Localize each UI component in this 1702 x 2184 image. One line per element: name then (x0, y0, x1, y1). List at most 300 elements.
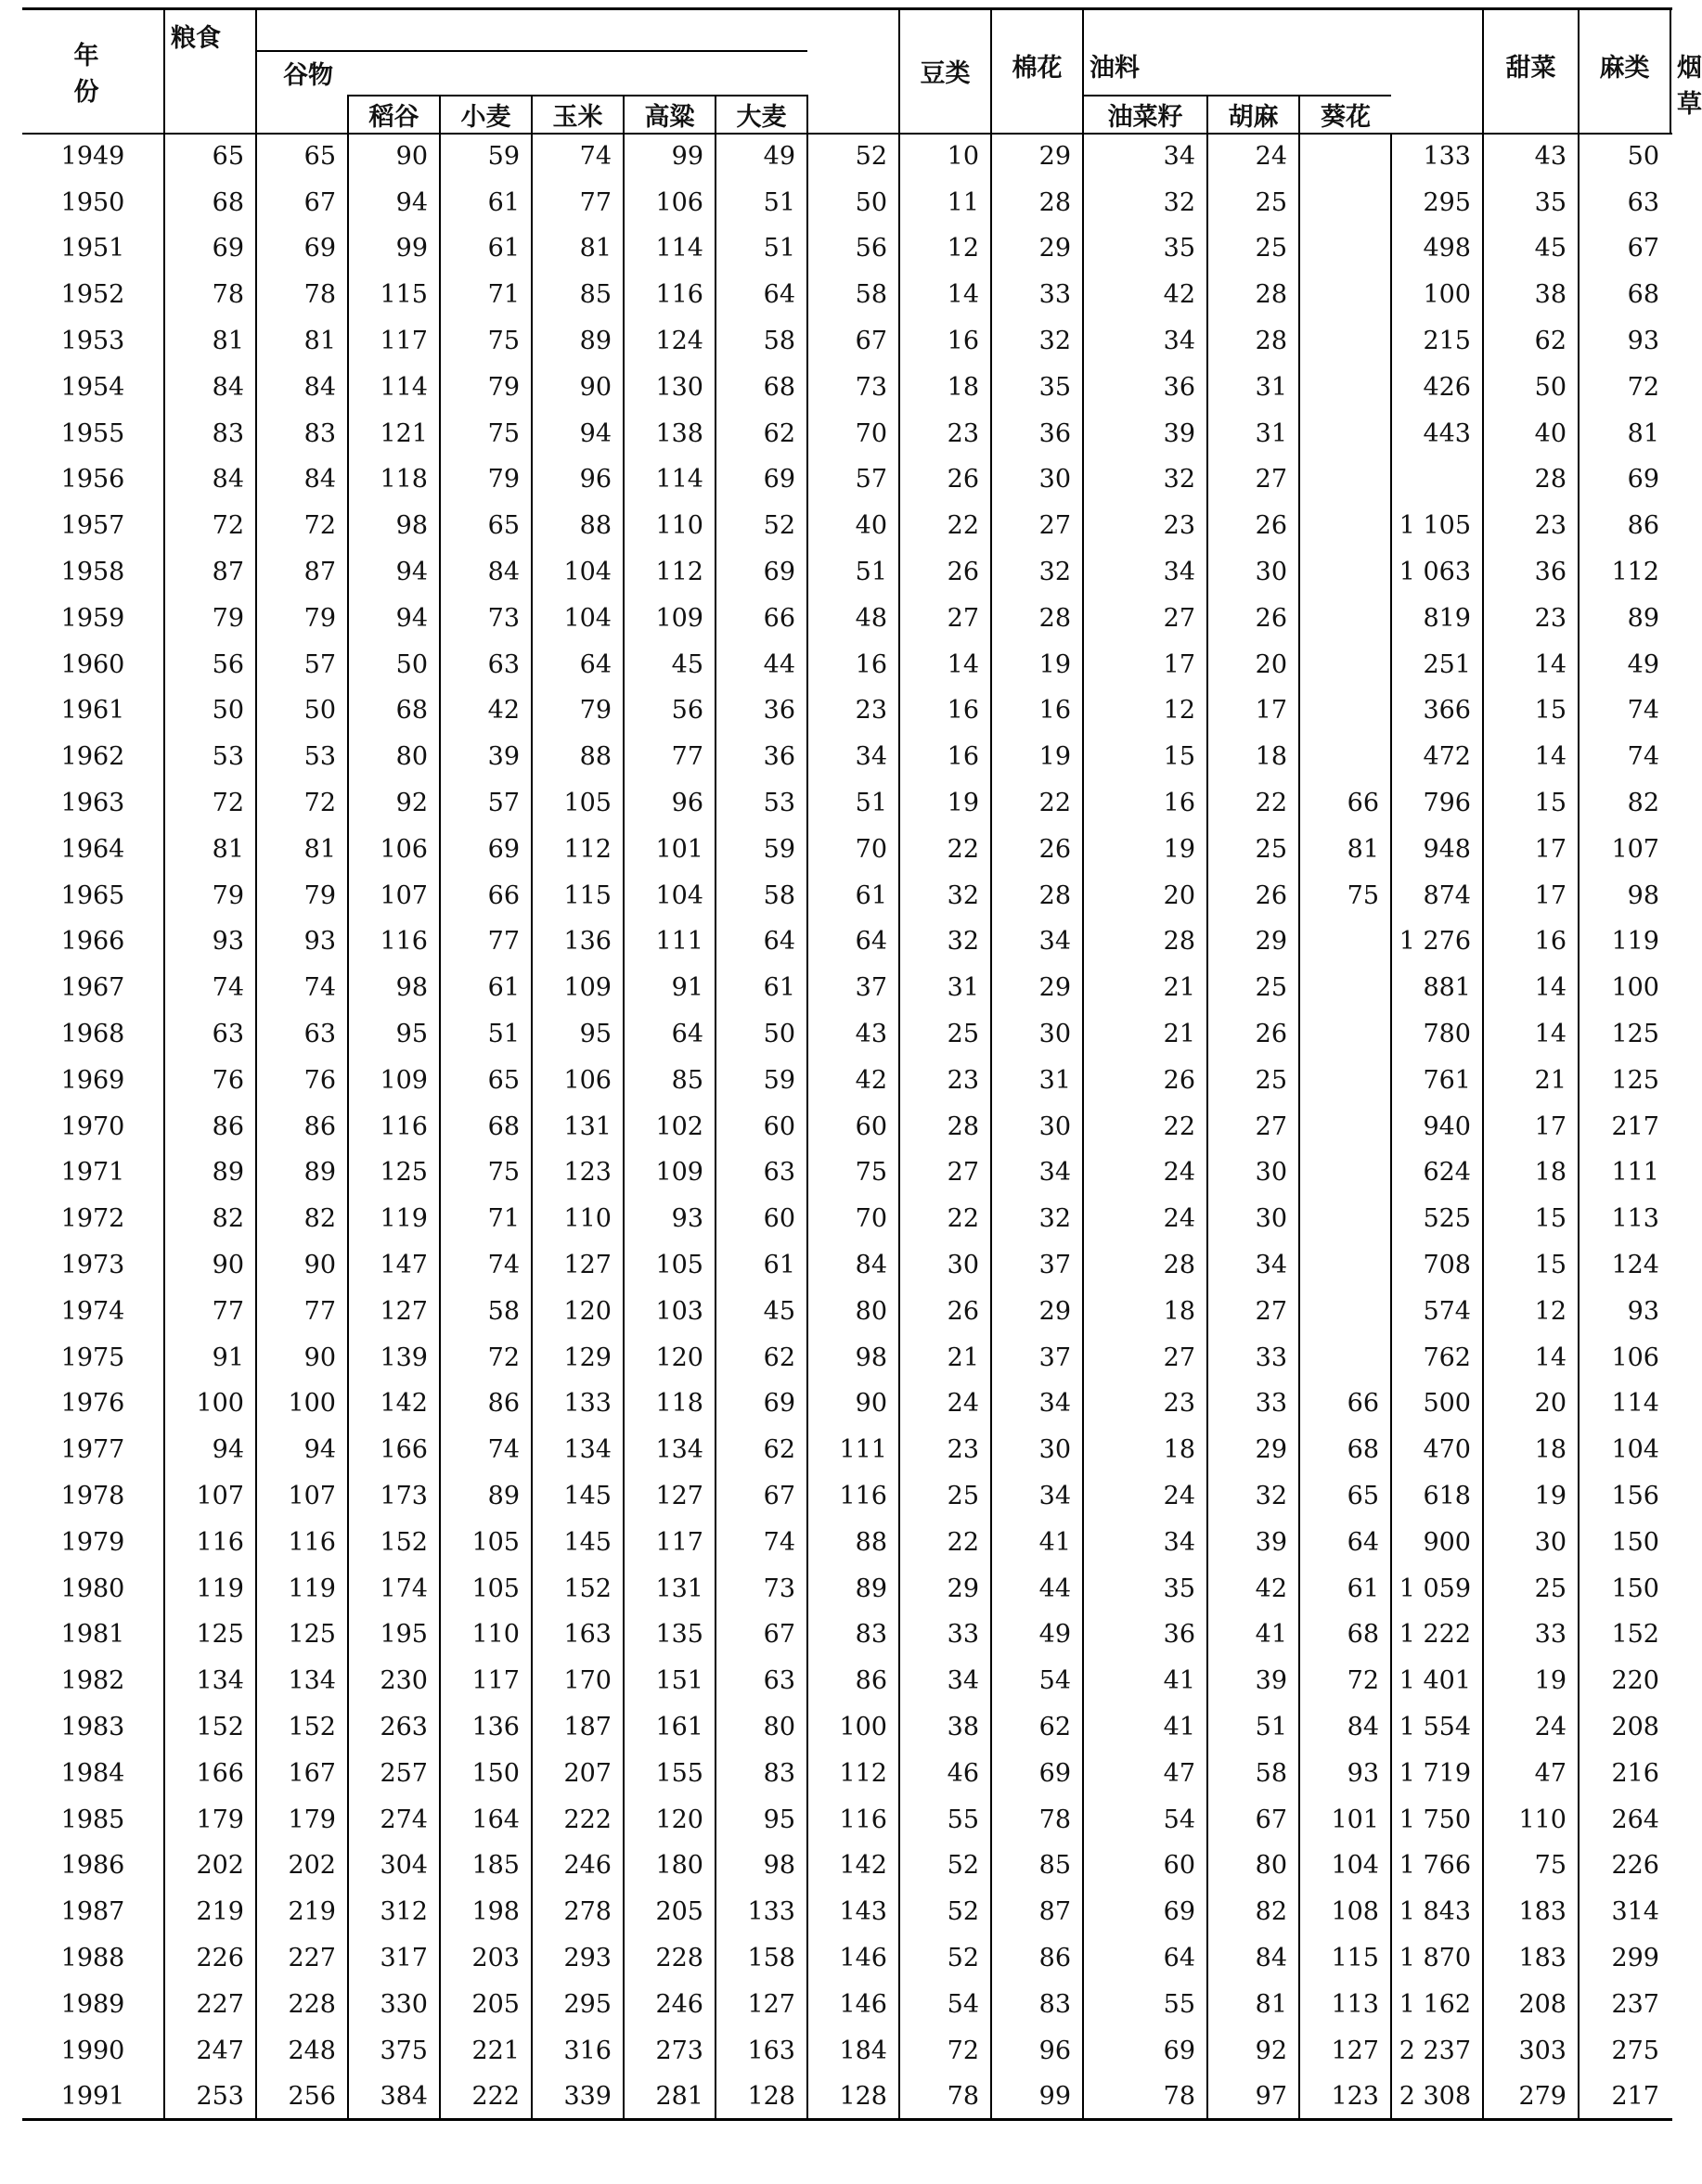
value-cell: 30 (991, 1427, 1083, 1473)
value-cell: 70 (807, 826, 899, 872)
value-cell: 25 (1207, 179, 1299, 225)
value-cell: 81 (164, 318, 256, 365)
value-cell: 114 (348, 364, 440, 410)
value-cell: 34 (899, 1658, 991, 1704)
value-cell: 98 (1579, 872, 1670, 919)
value-cell: 84 (256, 364, 348, 410)
value-cell: 82 (164, 1196, 256, 1242)
value-cell: 72 (164, 780, 256, 827)
value-cell: 77 (164, 1288, 256, 1334)
value-cell (1299, 364, 1391, 410)
year-cell: 1960 (60, 649, 125, 679)
value-cell: 33 (899, 1612, 991, 1658)
value-cell: 316 (532, 2027, 624, 2074)
value-cell: 228 (624, 1935, 716, 1982)
year-cell: 1988 (60, 1943, 125, 1972)
value-cell: 74 (532, 134, 624, 180)
value-cell: 30 (1483, 1519, 1579, 1565)
value-cell: 14 (899, 272, 991, 318)
value-cell: 36 (1483, 549, 1579, 596)
value-cell: 762 (1391, 1334, 1483, 1381)
year-cell: 1955 (60, 418, 125, 448)
value-cell: 19 (899, 780, 991, 827)
value-cell: 216 (1579, 1750, 1670, 1796)
value-cell: 68 (1299, 1612, 1391, 1658)
value-cell: 21 (1483, 1057, 1579, 1103)
value-cell: 78 (899, 2074, 991, 2120)
value-cell: 67 (1207, 1796, 1299, 1843)
value-cell: 16 (899, 318, 991, 365)
value-cell: 32 (899, 919, 991, 965)
value-cell: 26 (899, 549, 991, 596)
table-row (22, 1612, 1672, 1658)
value-cell: 25 (1207, 826, 1299, 872)
value-cell: 50 (164, 687, 256, 734)
value-cell: 17 (1483, 872, 1579, 919)
value-cell: 900 (1391, 1519, 1483, 1565)
year-cell: 1949 (60, 142, 125, 172)
value-cell: 127 (532, 1242, 624, 1289)
value-cell: 314 (1579, 1889, 1670, 1935)
value-cell: 295 (532, 1981, 624, 2027)
value-cell: 1 554 (1391, 1704, 1483, 1751)
value-cell: 498 (1391, 225, 1483, 272)
year-cell: 1987 (60, 1897, 125, 1927)
year-cell: 1951 (60, 234, 125, 263)
value-cell: 96 (991, 2027, 1083, 2074)
year-cell: 1956 (60, 465, 125, 495)
value-cell: 37 (807, 965, 899, 1011)
value-cell: 25 (1207, 965, 1299, 1011)
value-cell: 47 (1083, 1750, 1207, 1796)
value-cell: 23 (899, 1057, 991, 1103)
value-cell: 116 (348, 919, 440, 965)
value-cell: 61 (807, 872, 899, 919)
value-cell: 574 (1391, 1288, 1483, 1334)
value-cell: 133 (1391, 134, 1483, 180)
value-cell: 66 (716, 595, 807, 641)
value-cell: 26 (991, 826, 1083, 872)
value-cell: 53 (716, 780, 807, 827)
value-cell: 248 (256, 2027, 348, 2074)
value-cell: 29 (1207, 919, 1299, 965)
value-cell: 32 (991, 1196, 1083, 1242)
value-cell: 195 (348, 1612, 440, 1658)
value-cell: 39 (1207, 1658, 1299, 1704)
year-cell: 1957 (60, 511, 125, 541)
value-cell: 90 (256, 1334, 348, 1381)
value-cell: 63 (716, 1150, 807, 1196)
value-cell: 127 (624, 1473, 716, 1520)
table-row (22, 1150, 1672, 1196)
value-cell: 81 (256, 318, 348, 365)
value-cell: 24 (1083, 1473, 1207, 1520)
value-cell: 72 (1579, 364, 1670, 410)
value-cell: 128 (807, 2074, 899, 2120)
year-cell: 1965 (60, 880, 125, 910)
value-cell: 107 (256, 1473, 348, 1520)
value-cell: 94 (348, 595, 440, 641)
value-cell: 215 (1391, 318, 1483, 365)
value-cell: 97 (1207, 2074, 1299, 2120)
value-cell: 90 (256, 1242, 348, 1289)
value-cell: 24 (1083, 1150, 1207, 1196)
value-cell: 50 (807, 179, 899, 225)
value-cell: 51 (716, 179, 807, 225)
value-cell: 64 (716, 272, 807, 318)
value-cell: 75 (807, 1150, 899, 1196)
year-cell: 1961 (60, 696, 125, 726)
value-cell: 19 (1483, 1473, 1579, 1520)
value-cell: 29 (991, 225, 1083, 272)
value-cell: 93 (624, 1196, 716, 1242)
value-cell: 27 (1207, 1288, 1299, 1334)
header-oil: 油料 (1083, 9, 1483, 96)
value-cell: 317 (348, 1935, 440, 1982)
year-cell: 1983 (60, 1712, 125, 1741)
value-cell: 24 (1207, 134, 1299, 180)
value-cell: 69 (1083, 2027, 1207, 2074)
value-cell: 31 (899, 965, 991, 1011)
value-cell: 104 (532, 595, 624, 641)
value-cell: 55 (899, 1796, 991, 1843)
value-cell: 65 (256, 134, 348, 180)
value-cell: 25 (899, 1011, 991, 1058)
value-cell: 85 (624, 1057, 716, 1103)
value-cell: 299 (1579, 1935, 1670, 1982)
value-cell: 65 (1299, 1473, 1391, 1520)
value-cell: 34 (991, 919, 1083, 965)
value-cell: 86 (164, 1103, 256, 1150)
value-cell: 109 (624, 1150, 716, 1196)
value-cell: 87 (991, 1889, 1083, 1935)
value-cell: 131 (624, 1565, 716, 1612)
value-cell: 46 (899, 1750, 991, 1796)
table-row (22, 1473, 1672, 1520)
value-cell: 69 (440, 826, 532, 872)
value-cell: 30 (1207, 549, 1299, 596)
value-cell: 63 (256, 1011, 348, 1058)
value-cell: 77 (624, 734, 716, 780)
value-cell: 61 (1299, 1565, 1391, 1612)
value-cell: 174 (348, 1565, 440, 1612)
value-cell: 119 (348, 1196, 440, 1242)
value-cell: 108 (1299, 1889, 1391, 1935)
value-cell: 84 (440, 549, 532, 596)
value-cell: 28 (899, 1103, 991, 1150)
value-cell: 10 (899, 134, 991, 180)
value-cell: 100 (1391, 272, 1483, 318)
value-cell: 23 (899, 1427, 991, 1473)
value-cell: 23 (807, 687, 899, 734)
table-row (22, 2074, 1672, 2120)
value-cell: 61 (440, 225, 532, 272)
value-cell: 94 (164, 1427, 256, 1473)
value-cell: 228 (256, 1981, 348, 2027)
value-cell: 125 (348, 1150, 440, 1196)
value-cell: 41 (1083, 1658, 1207, 1704)
value-cell: 67 (716, 1612, 807, 1658)
value-cell: 73 (807, 364, 899, 410)
value-cell (1299, 1150, 1391, 1196)
value-cell (1299, 503, 1391, 549)
value-cell: 25 (1207, 225, 1299, 272)
value-cell: 14 (1483, 965, 1579, 1011)
value-cell: 105 (440, 1565, 532, 1612)
value-cell: 105 (532, 780, 624, 827)
value-cell: 63 (164, 1011, 256, 1058)
value-cell: 18 (1083, 1427, 1207, 1473)
value-cell: 115 (348, 272, 440, 318)
year-cell: 1950 (60, 187, 125, 217)
value-cell: 59 (716, 1057, 807, 1103)
year-cell: 1962 (60, 742, 125, 772)
value-cell: 65 (440, 1057, 532, 1103)
year-cell: 1969 (60, 1065, 125, 1095)
value-cell: 222 (532, 1796, 624, 1843)
table-header (22, 9, 1702, 134)
value-cell: 57 (256, 641, 348, 687)
value-cell: 66 (1299, 1381, 1391, 1427)
value-cell: 51 (440, 1011, 532, 1058)
value-cell: 179 (164, 1796, 256, 1843)
value-cell: 94 (348, 549, 440, 596)
table-row (22, 1288, 1672, 1334)
value-cell: 27 (1083, 1334, 1207, 1381)
value-cell: 28 (991, 872, 1083, 919)
value-cell: 184 (807, 2027, 899, 2074)
value-cell: 53 (164, 734, 256, 780)
value-cell: 339 (532, 2074, 624, 2120)
value-cell: 38 (1483, 272, 1579, 318)
value-cell: 111 (1579, 1150, 1670, 1196)
value-cell: 45 (716, 1288, 807, 1334)
value-cell: 28 (1083, 1242, 1207, 1289)
value-cell: 1 843 (1391, 1889, 1483, 1935)
value-cell (1299, 549, 1391, 596)
value-cell (1299, 641, 1391, 687)
value-cell: 125 (256, 1612, 348, 1658)
value-cell: 32 (991, 318, 1083, 365)
value-cell: 34 (1207, 1242, 1299, 1289)
table-row (22, 410, 1672, 456)
value-cell: 79 (440, 456, 532, 503)
value-cell: 33 (1207, 1334, 1299, 1381)
value-cell: 63 (716, 1658, 807, 1704)
value-cell: 67 (807, 318, 899, 365)
value-cell: 251 (1391, 641, 1483, 687)
value-cell: 74 (1579, 687, 1670, 734)
value-cell: 89 (164, 1150, 256, 1196)
value-cell: 89 (807, 1565, 899, 1612)
value-cell: 22 (1207, 780, 1299, 827)
value-cell: 205 (440, 1981, 532, 2027)
value-cell: 113 (1299, 1981, 1391, 2027)
value-cell: 43 (807, 1011, 899, 1058)
year-cell: 1984 (60, 1758, 125, 1788)
value-cell: 35 (1083, 225, 1207, 272)
year-cell: 1963 (60, 789, 125, 818)
value-cell: 881 (1391, 965, 1483, 1011)
table-row (22, 734, 1672, 780)
value-cell: 49 (1579, 641, 1670, 687)
value-cell: 54 (1083, 1796, 1207, 1843)
value-cell: 99 (624, 134, 716, 180)
value-cell: 37 (991, 1334, 1083, 1381)
value-cell: 119 (164, 1565, 256, 1612)
value-cell: 40 (1483, 410, 1579, 456)
value-cell: 112 (532, 826, 624, 872)
value-cell: 708 (1391, 1242, 1483, 1289)
value-cell: 59 (440, 134, 532, 180)
value-cell: 80 (807, 1288, 899, 1334)
value-cell: 16 (899, 734, 991, 780)
value-cell: 62 (991, 1704, 1083, 1751)
value-cell: 84 (164, 364, 256, 410)
value-cell: 470 (1391, 1427, 1483, 1473)
value-cell: 110 (624, 503, 716, 549)
value-cell: 69 (716, 1381, 807, 1427)
value-cell: 36 (1083, 364, 1207, 410)
table-row (22, 872, 1672, 919)
value-cell: 117 (440, 1658, 532, 1704)
value-cell: 185 (440, 1843, 532, 1889)
value-cell: 80 (348, 734, 440, 780)
table-row (22, 456, 1672, 503)
value-cell: 74 (164, 965, 256, 1011)
value-cell: 114 (624, 225, 716, 272)
value-cell: 42 (1207, 1565, 1299, 1612)
value-cell: 1 059 (1391, 1565, 1483, 1612)
value-cell: 20 (1083, 872, 1207, 919)
value-cell: 26 (1083, 1057, 1207, 1103)
value-cell: 34 (1083, 1519, 1207, 1565)
value-cell: 71 (440, 272, 532, 318)
value-cell: 88 (532, 503, 624, 549)
value-cell: 222 (440, 2074, 532, 2120)
value-cell: 124 (1579, 1242, 1670, 1289)
value-cell: 81 (164, 826, 256, 872)
value-cell: 18 (899, 364, 991, 410)
value-cell: 78 (1083, 2074, 1207, 2120)
value-cell: 150 (440, 1750, 532, 1796)
value-cell: 219 (164, 1889, 256, 1935)
value-cell (1299, 1288, 1391, 1334)
value-cell: 281 (624, 2074, 716, 2120)
table-row (22, 318, 1672, 365)
value-cell: 1 222 (1391, 1612, 1483, 1658)
value-cell: 227 (164, 1981, 256, 2027)
value-cell: 86 (440, 1381, 532, 1427)
value-cell (1299, 1196, 1391, 1242)
value-cell: 24 (899, 1381, 991, 1427)
value-cell: 129 (532, 1334, 624, 1381)
value-cell: 14 (1483, 641, 1579, 687)
value-cell: 36 (716, 734, 807, 780)
table-row (22, 1750, 1672, 1796)
value-cell: 92 (348, 780, 440, 827)
value-cell: 64 (1299, 1519, 1391, 1565)
value-cell: 26 (1207, 872, 1299, 919)
value-cell: 143 (807, 1889, 899, 1935)
table-row (22, 1057, 1672, 1103)
value-cell: 112 (1579, 549, 1670, 596)
value-cell: 86 (1579, 503, 1670, 549)
value-cell: 52 (807, 134, 899, 180)
value-cell: 120 (532, 1288, 624, 1334)
year-cell: 1985 (60, 1805, 125, 1834)
value-cell: 34 (1083, 318, 1207, 365)
year-cell: 1975 (60, 1343, 125, 1372)
header-rice: 稻谷 (348, 96, 440, 134)
value-cell: 19 (1483, 1658, 1579, 1704)
value-cell: 136 (532, 919, 624, 965)
value-cell: 86 (991, 1935, 1083, 1982)
header-cereal: 谷物 (256, 51, 807, 96)
year-cell: 1989 (60, 1989, 125, 2019)
year-cell: 1953 (60, 327, 125, 356)
value-cell: 68 (716, 364, 807, 410)
value-cell: 67 (1579, 225, 1670, 272)
value-cell: 22 (1083, 1103, 1207, 1150)
value-cell: 22 (899, 1196, 991, 1242)
year-cell: 1958 (60, 558, 125, 587)
value-cell: 116 (164, 1519, 256, 1565)
value-cell: 152 (532, 1565, 624, 1612)
value-cell: 84 (1207, 1935, 1299, 1982)
header-tobacco: 烟草 (1670, 9, 1672, 134)
value-cell: 179 (256, 1796, 348, 1843)
value-cell: 90 (532, 364, 624, 410)
value-cell: 24 (1483, 1704, 1579, 1751)
value-cell: 56 (164, 641, 256, 687)
value-cell: 100 (807, 1704, 899, 1751)
year-cell: 1973 (60, 1251, 125, 1280)
value-cell: 30 (1207, 1196, 1299, 1242)
value-cell: 12 (1083, 687, 1207, 734)
value-cell: 21 (899, 1334, 991, 1381)
value-cell: 104 (1579, 1427, 1670, 1473)
value-cell: 24 (1083, 1196, 1207, 1242)
value-cell: 55 (1083, 1981, 1207, 2027)
year-cell: 1968 (60, 1020, 125, 1049)
value-cell: 75 (1299, 872, 1391, 919)
value-cell: 45 (1483, 225, 1579, 272)
value-cell: 21 (1083, 965, 1207, 1011)
value-cell: 74 (440, 1242, 532, 1289)
value-cell: 119 (256, 1565, 348, 1612)
value-cell: 30 (899, 1242, 991, 1289)
value-cell: 90 (164, 1242, 256, 1289)
value-cell: 74 (440, 1427, 532, 1473)
value-cell: 183 (1483, 1935, 1579, 1982)
value-cell: 152 (348, 1519, 440, 1565)
value-cell: 30 (1207, 1150, 1299, 1196)
value-cell: 28 (991, 179, 1083, 225)
value-cell: 27 (1083, 595, 1207, 641)
value-cell: 50 (716, 1011, 807, 1058)
header-wheat: 小麦 (440, 96, 532, 134)
value-cell: 89 (532, 318, 624, 365)
value-cell: 84 (807, 1242, 899, 1289)
value-cell: 138 (624, 410, 716, 456)
value-cell: 62 (716, 1334, 807, 1381)
year-cell: 1977 (60, 1435, 125, 1465)
value-cell: 75 (1483, 1843, 1579, 1889)
value-cell: 50 (1483, 364, 1579, 410)
value-cell: 112 (624, 549, 716, 596)
value-cell: 62 (716, 1427, 807, 1473)
